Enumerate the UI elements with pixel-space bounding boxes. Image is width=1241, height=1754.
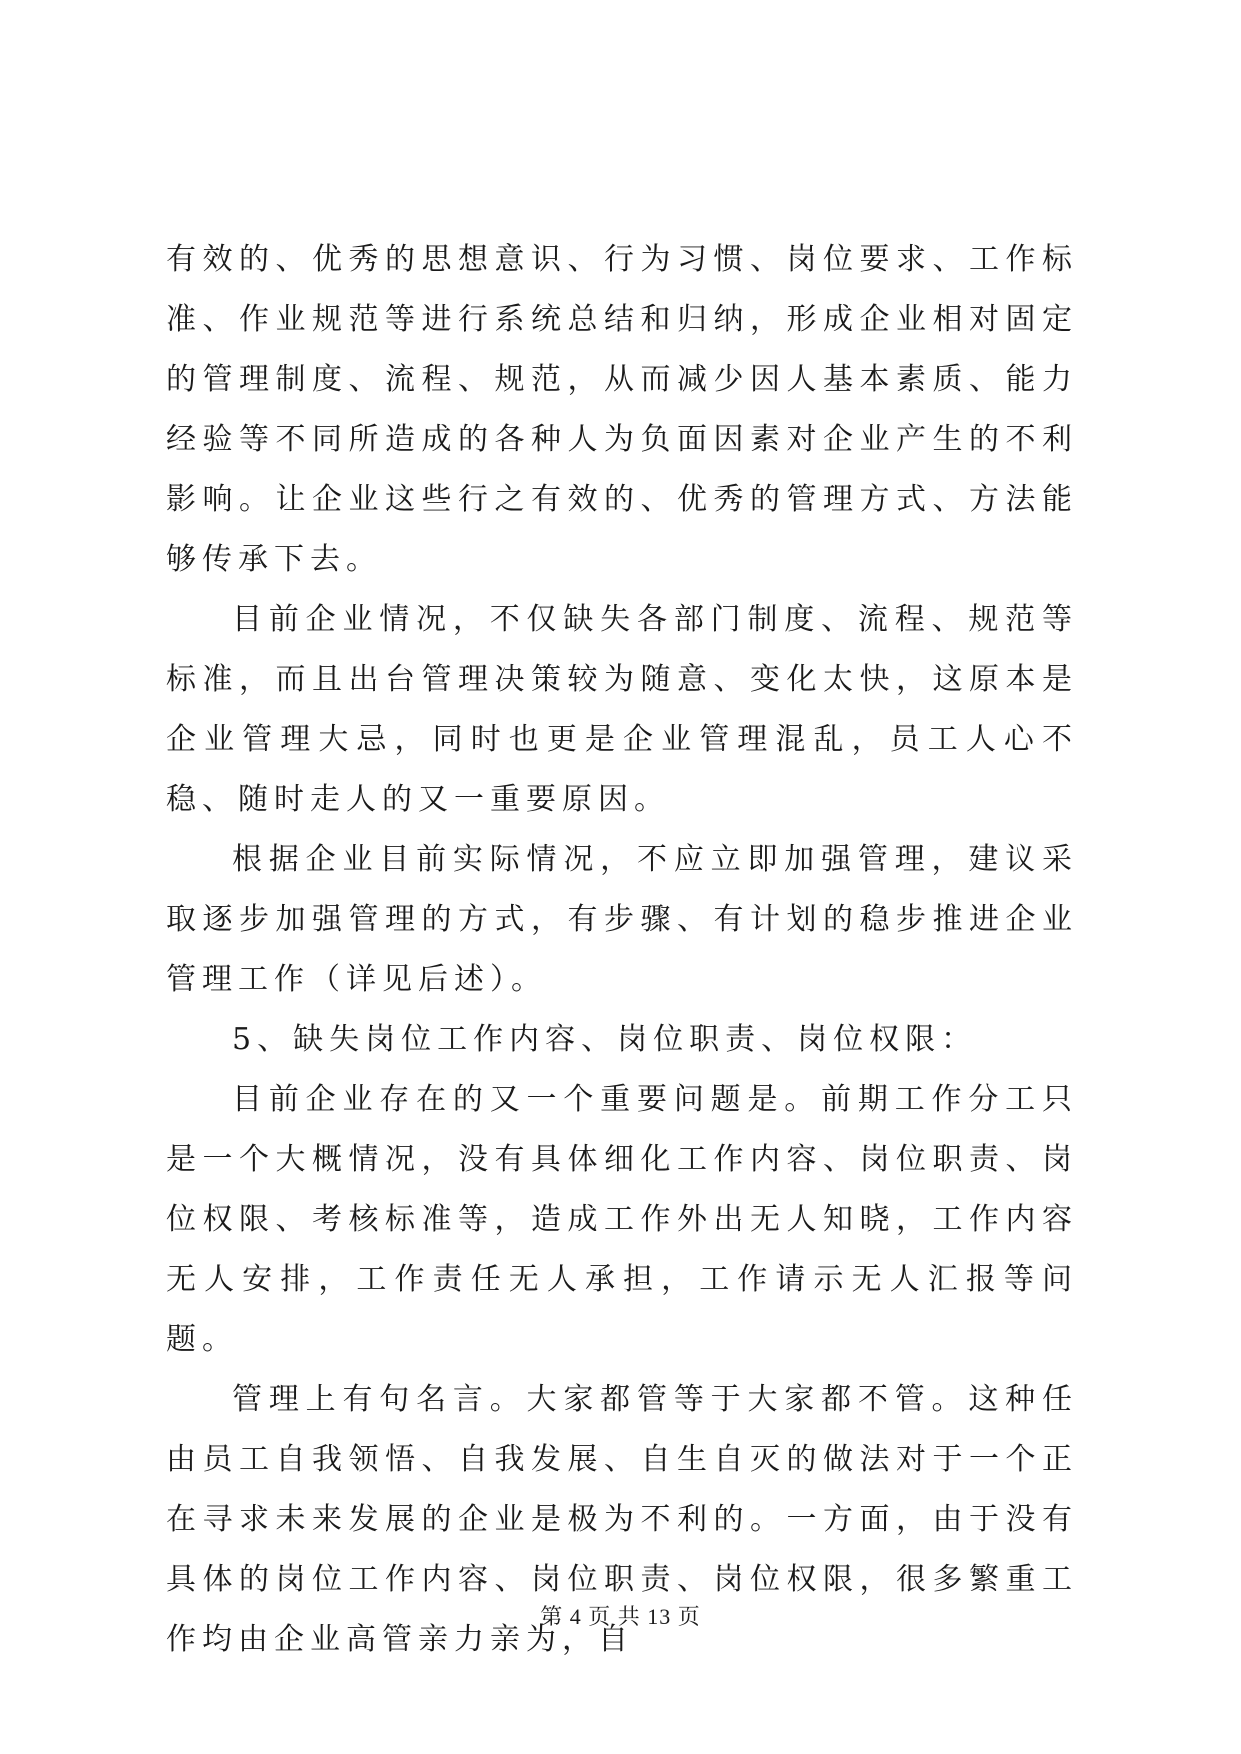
paragraph-4: 目前企业存在的又一个重要问题是。前期工作分工只是一个大概情况，没有具体细化工作内容、岗位职责、岗位权限、考核标准等，造成工作外出无人知晓，工作内容无人安排，工作责任无人承担，工作请示无人汇报等问题。 bbox=[166, 1082, 1078, 1357]
paragraph-3: 根据企业目前实际情况，不应立即加强管理，建议采取逐步加强管理的方式，有步骤、有计划的稳步推进企业管理工作（详见后述）。 bbox=[166, 842, 1078, 997]
paragraph-1: 有效的、优秀的思想意识、行为习惯、岗位要求、工作标准、作业规范等进行系统总结和归纳，形成企业相对固定的管理制度、流程、规范，从而减少因人基本素质、能力经验等不同所造成的各种人为负面因素对企业产生的不利影响。让企业这些行之有效的、优秀的管理方式、方法能够传承下去。 bbox=[166, 242, 1078, 577]
paragraph-2: 目前企业情况，不仅缺失各部门制度、流程、规范等标准，而且出台管理决策较为随意、变化太快，这原本是企业管理大忌，同时也更是企业管理混乱，员工人心不稳、随时走人的又一重要原因。 bbox=[166, 602, 1078, 817]
paragraph-5: 管理上有句名言。大家都管等于大家都不管。这种任由员工自我领悟、自我发展、自生自灭的做法对于一个正在寻求未来发展的企业是极为不利的。一方面，由于没有具体的岗位工作内容、岗位职责、岗位权限，很多繁重工作均由企业高管亲力亲为，自 bbox=[166, 1382, 1078, 1657]
page-number-footer: 第 4 页 共 13 页 bbox=[540, 1604, 701, 1629]
body-text bbox=[166, 230, 1078, 1670]
section-heading-5: 5、缺失岗位工作内容、岗位职责、岗位权限： bbox=[232, 1022, 978, 1057]
